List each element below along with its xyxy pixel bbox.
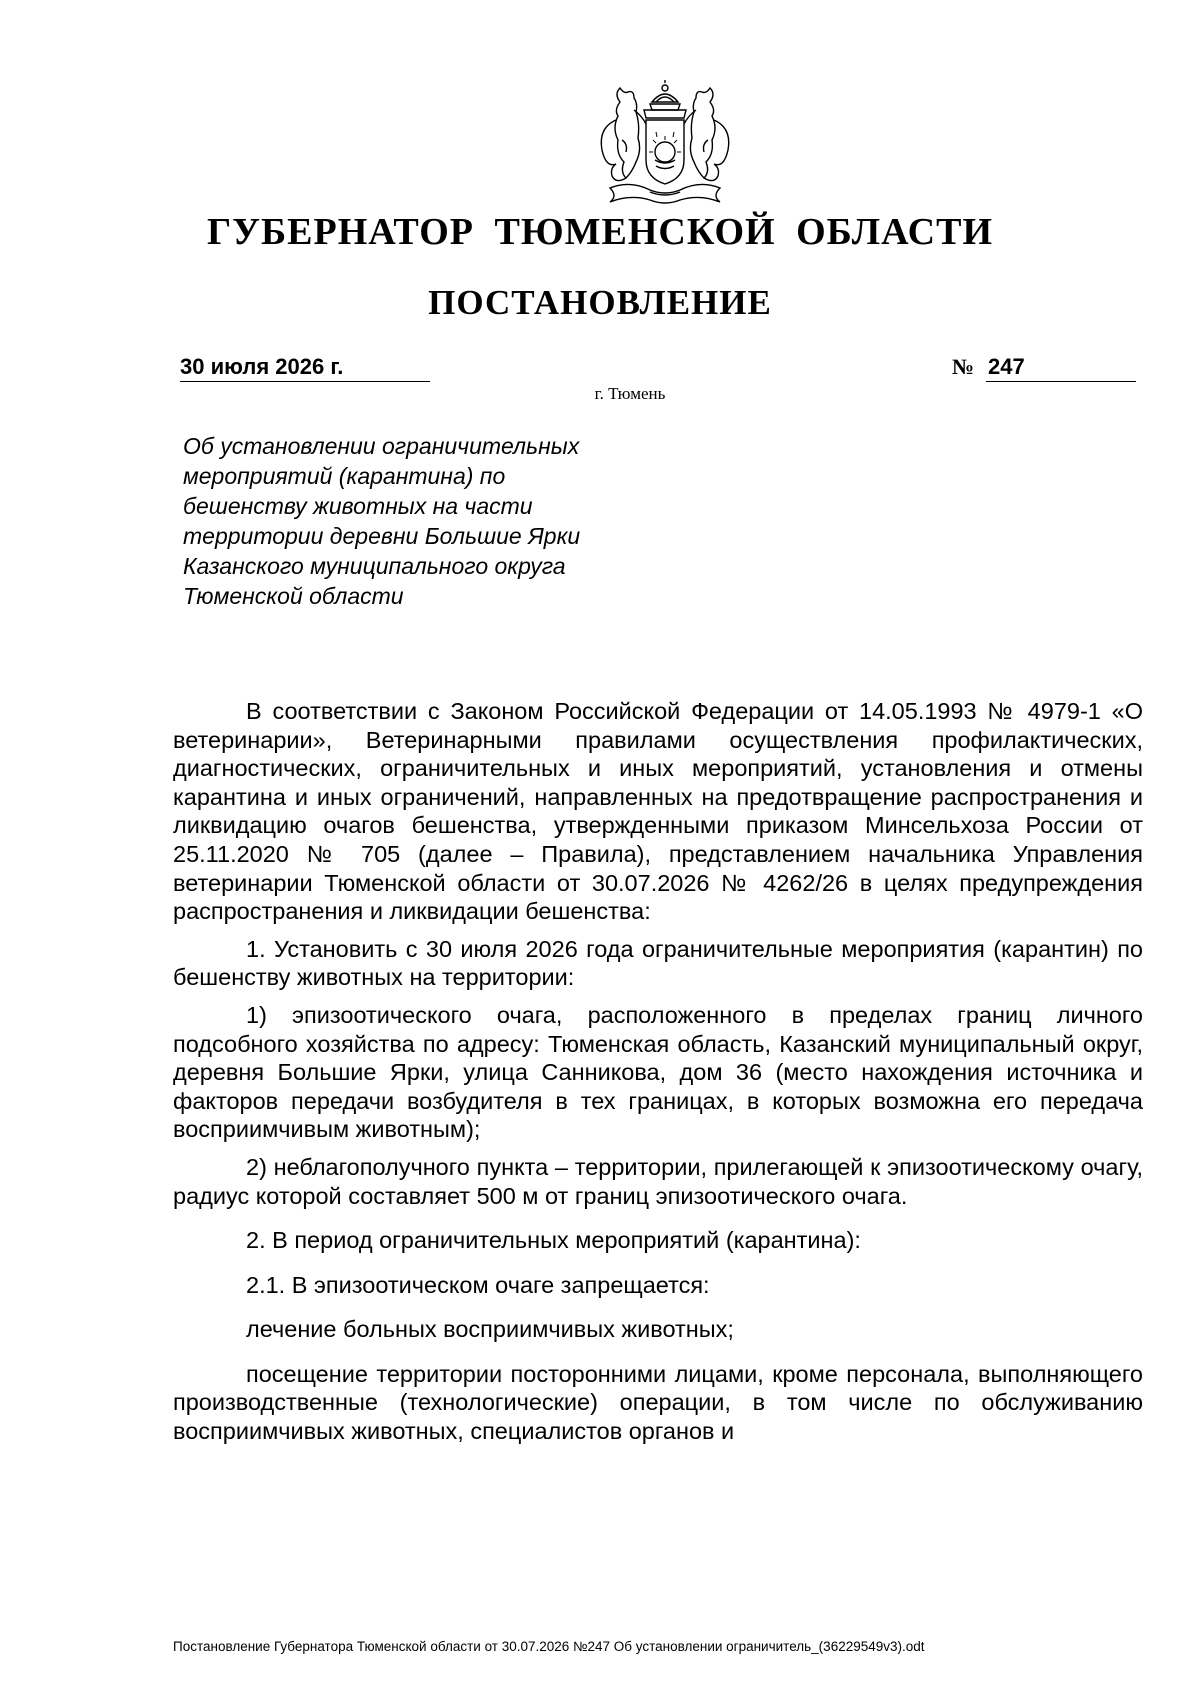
- number-sign: №: [952, 354, 975, 379]
- subject-line: Казанского муниципального округа: [183, 553, 566, 579]
- subject-line: Об установлении ограничительных: [183, 433, 580, 459]
- paragraph-item-2: 2. В период ограничительных мероприятий (карантина):: [246, 1227, 861, 1254]
- subject-line: Тюменской области: [183, 583, 404, 609]
- paragraph-item-1: 1. Установить с 30 июля 2026 года ограничительные мероприятия (карантин) по бешенству животных на территории:: [173, 935, 1143, 991]
- paragraph-item-1-2: 2) неблагополучного пункта – территории, прилегающей к эпизоотическому очагу, радиус которой составляет 500 м от границ эпизоотического очага.: [173, 1153, 1143, 1209]
- subject-line: территории деревни Большие Ярки: [183, 523, 581, 549]
- paragraph-item-2-1-b: посещение территории посторонними лицами, кроме персонала, выполняющего производственные (технологические) операции, в том числе по обслуживанию восприимчивых животных, специалистов органов и: [173, 1360, 1143, 1445]
- document-body: [173, 697, 1143, 1446]
- document-date: 30 июля 2026 г.: [180, 354, 430, 382]
- document-subject: [183, 431, 643, 611]
- document-number: 247: [986, 354, 1136, 382]
- organization-title: ГУБЕРНАТОР ТЮМЕНСКОЙ ОБЛАСТИ: [206, 211, 994, 253]
- subject-line: бешенству животных на части: [183, 493, 533, 519]
- preamble-paragraph: В соответствии с Законом Российской Федерации от 14.05.1993 № 4979-1 «О ветеринарии», Ветеринарными правилами осуществления профилактических, диагностических, ограничительных и иных мероприятий, установления и отмены карантина и иных ограничений, направленных на предотвращение распространения и ликвидацию очагов бешенства, утвержденными приказом Минсельхоза России от 25.11.2020 № 705 (далее – Правила), представлением начальника Управления ветеринарии Тюменской области от 30.07.2026 № 4262/26 в целях предупреждения распространения и ликвидации бешенства:: [173, 698, 1143, 925]
- paragraph-item-2-1-a: лечение больных восприимчивых животных;: [246, 1316, 734, 1343]
- subject-line: мероприятий (карантина) по: [183, 463, 506, 489]
- paragraph-item-2-1: 2.1. В эпизоотическом очаге запрещается:: [246, 1271, 710, 1298]
- paragraph-item-1-1: 1) эпизоотического очага, расположенного в пределах границ личного подсобного хозяйства по адресу: Тюменская область, Казанский муниципальный округ, деревня Большие Ярки, улица Санникова, дом 36 (место нахождения источника и факторов передачи возбудителя в тех границах, в которых возможна его передача восприимчивым животным);: [173, 1001, 1143, 1143]
- document-type-heading: ПОСТАНОВЛЕНИЕ: [428, 283, 772, 322]
- city-location: г. Тюмень: [594, 384, 666, 403]
- coat-of-arms-icon: [590, 80, 740, 210]
- footer-file-info: Постановление Губернатора Тюменской области от 30.07.2026 №247 Об установлении ограничитель_(36229549v3).odt: [173, 1639, 925, 1654]
